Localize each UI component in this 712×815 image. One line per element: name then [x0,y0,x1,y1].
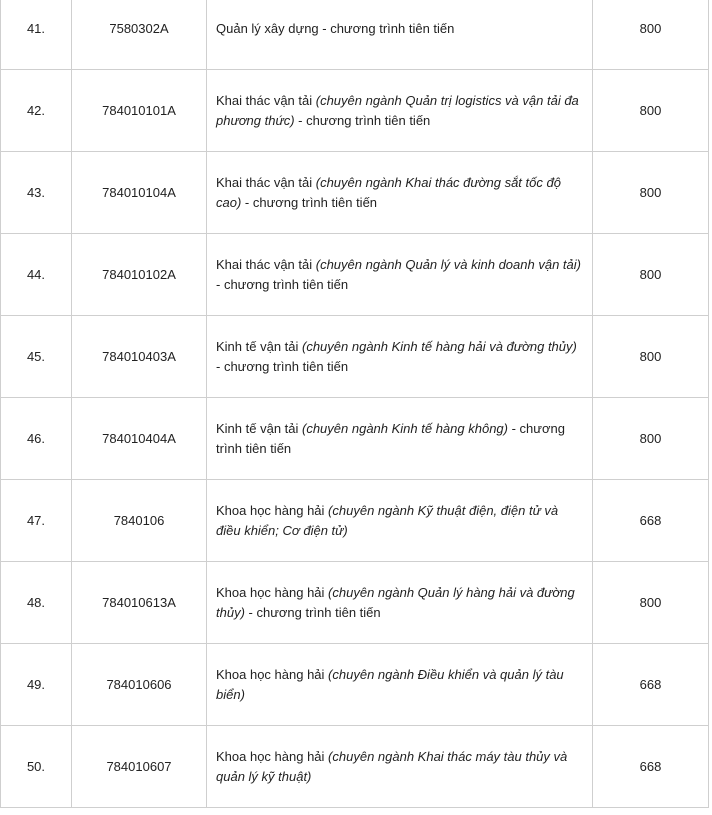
major-code: 784010101A [72,70,207,152]
major-code: 784010404A [72,398,207,480]
major-name-lead: Khai thác vận tải [216,174,316,190]
major-specialization: (chuyên ngành Điều khiển và quản lý tàu biển) [216,666,564,702]
min-score: 800 [593,562,709,644]
table-row [1,152,709,234]
major-name [207,562,593,644]
major-name [207,644,593,726]
major-name-tail: - chương trình tiên tiến [294,112,431,128]
table-row [1,316,709,398]
major-name-tail: - chương trình tiên tiến [241,194,378,210]
major-specialization: (chuyên ngành Kinh tế hàng không) [302,420,508,436]
min-score: 668 [593,644,709,726]
major-name-lead: Khai thác vận tải [216,256,316,272]
major-specialization: (chuyên ngành Quản lý hàng hải và đường thủy) [216,584,575,620]
major-code: 7840106 [72,480,207,562]
row-number: 48. [1,562,72,644]
major-specialization: (chuyên ngành Khai thác máy tàu thủy và quản lý kỹ thuật) [216,748,568,784]
table-row [1,644,709,726]
row-number: 47. [1,480,72,562]
row-number: 49. [1,644,72,726]
row-number: 46. [1,398,72,480]
min-score: 668 [593,726,709,808]
table-row [1,480,709,562]
major-name [207,152,593,234]
table-row [1,0,709,70]
row-number: 44. [1,234,72,316]
table-row [1,398,709,480]
major-name-tail: - chương trình tiên tiến [216,276,349,292]
table-row [1,562,709,644]
major-code: 7580302A [72,0,207,70]
major-name [207,316,593,398]
min-score: 668 [593,480,709,562]
major-name [207,398,593,480]
table-row [1,234,709,316]
table-row [1,70,709,152]
table-row [1,726,709,808]
min-score: 800 [593,70,709,152]
major-name-lead: Khoa học hàng hải [216,666,329,682]
majors-table-body [1,0,709,808]
major-specialization: (chuyên ngành Quản trị logistics và vận tải đa phương thức) [216,92,579,128]
major-name-tail: - chương trình tiên tiến [216,420,565,456]
major-name-lead: Kinh tế vận tải [216,338,302,354]
row-number: 50. [1,726,72,808]
major-specialization: (chuyên ngành Quản lý và kinh doanh vận tải) [315,256,581,272]
min-score: 800 [593,152,709,234]
major-code: 784010102A [72,234,207,316]
major-code: 784010613A [72,562,207,644]
major-name [207,0,593,70]
major-name-lead: Khoa học hàng hải [216,584,329,600]
major-code: 784010403A [72,316,207,398]
major-name-lead: Khoa học hàng hải [216,502,329,518]
major-name-lead: Quản lý xây dựng - chương trình tiên tiến [216,20,455,36]
major-name [207,70,593,152]
major-name-tail: - chương trình tiên tiến [216,358,349,374]
major-specialization: (chuyên ngành Kỹ thuật điện, điện tử và điều khiển; Cơ điện tử) [216,502,559,538]
major-name [207,480,593,562]
min-score: 800 [593,398,709,480]
min-score: 800 [593,316,709,398]
row-number: 45. [1,316,72,398]
major-name [207,726,593,808]
row-number: 43. [1,152,72,234]
row-number: 42. [1,70,72,152]
major-code: 784010104A [72,152,207,234]
major-name [207,234,593,316]
major-specialization: (chuyên ngành Khai thác đường sắt tốc độ cao) [216,174,561,210]
major-code: 784010607 [72,726,207,808]
min-score: 800 [593,0,709,70]
major-name-lead: Khoa học hàng hải [216,748,329,764]
major-name-tail: - chương trình tiên tiến [244,604,381,620]
major-specialization: (chuyên ngành Kinh tế hàng hải và đường thủy) [302,338,577,354]
major-code: 784010606 [72,644,207,726]
major-name-lead: Kinh tế vận tải [216,420,302,436]
min-score: 800 [593,234,709,316]
major-name-lead: Khai thác vận tải [216,92,316,108]
row-number: 41. [1,0,72,70]
